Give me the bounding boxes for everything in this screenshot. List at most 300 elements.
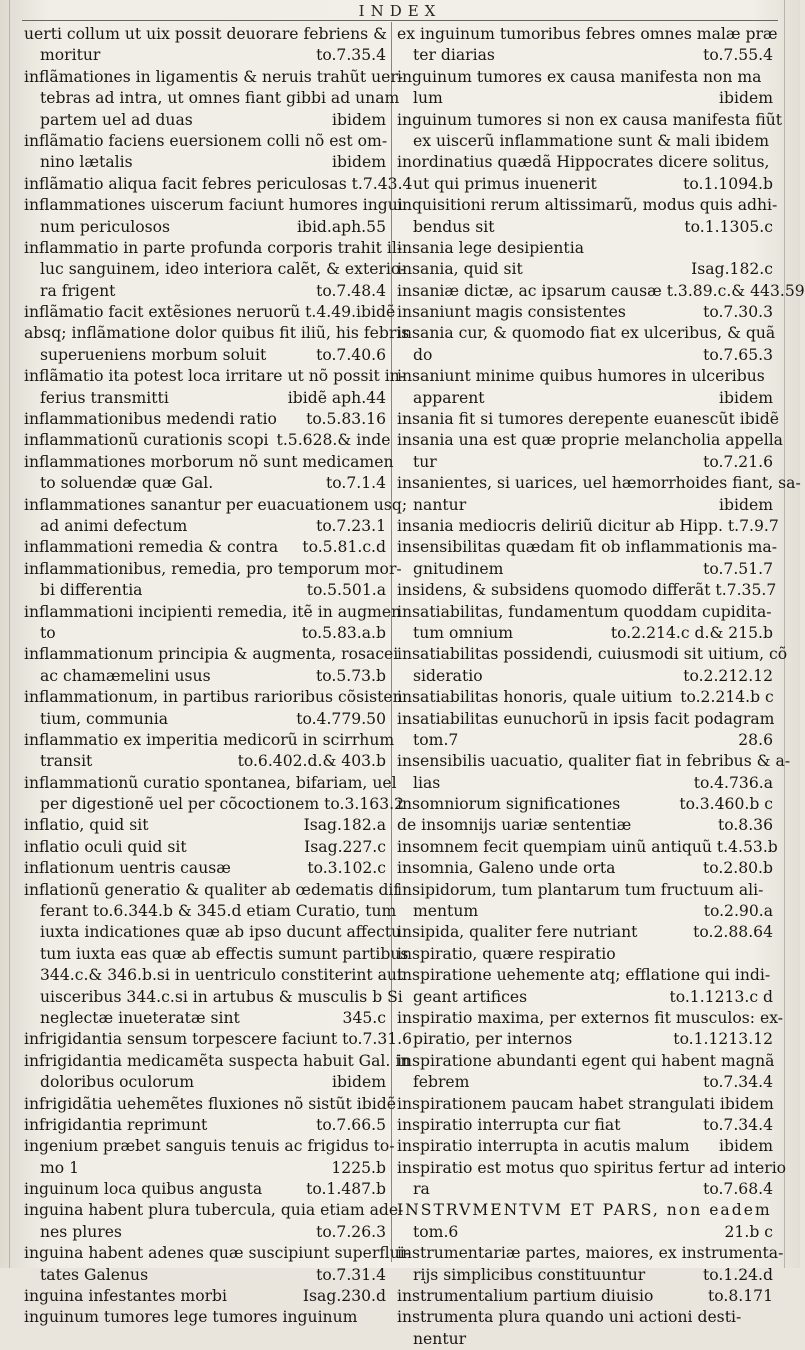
index-entry-line — [24, 709, 386, 730]
entry-reference: to.2.214.b c — [680, 688, 774, 707]
index-entry-line — [24, 302, 396, 323]
entry-text: inspiratio interrupta cur fiat — [397, 1115, 621, 1134]
index-entry-line — [397, 88, 773, 109]
entry-text: insomniorum significationes — [397, 795, 621, 814]
index-entry-line — [24, 195, 403, 216]
entry-text: tium, communia — [40, 709, 169, 728]
index-entry-line — [397, 1222, 773, 1243]
index-entry-line — [24, 1136, 395, 1157]
entry-text: inguina habent adenes quæ suscipiunt superflui- — [24, 1244, 410, 1263]
entry-reference: ibidem — [719, 495, 773, 514]
index-entry-line — [24, 1179, 386, 1200]
entry-text: inguinum loca quibus angusta — [24, 1180, 263, 1199]
entry-text: inguinum tumores ex causa manifesta non ma — [397, 67, 762, 86]
entry-text: tebras ad intra, ut omnes fiant gibbi ad unam — [40, 89, 400, 108]
entry-text: insomnem fecit quempiam uinũ antiquũ t.4.53.b — [397, 837, 778, 856]
entry-text: infrigidantia medicamẽta suspecta habuit Gal. in — [24, 1051, 411, 1070]
entry-reference: 1225.b — [331, 1158, 386, 1177]
entry-reference: to.1.1094.b — [683, 174, 773, 193]
index-entry-line — [24, 644, 399, 665]
entry-reference: to.4.736.a — [693, 773, 773, 792]
index-entry-line — [397, 495, 773, 516]
index-entry-line — [397, 1094, 773, 1115]
index-entry-line — [397, 409, 779, 430]
entry-text: gnitudinem — [413, 559, 504, 578]
entry-reference: ibidem — [332, 110, 386, 129]
index-entry-line — [397, 580, 777, 601]
entry-text: neglectæ inueteratæ sint — [40, 1008, 240, 1027]
entry-reference: ibidem — [719, 89, 773, 108]
entry-text: to soluendæ quæ Gal. — [40, 474, 214, 493]
entry-reference: 345.c — [342, 1008, 386, 1027]
index-entry-line — [24, 516, 386, 537]
index-entry-line — [24, 473, 386, 494]
index-entry-line — [397, 965, 773, 986]
entry-text: luc sanguinem, ideo interiora calẽt, & exterio- — [40, 260, 406, 279]
entry-text: inspiratio est motus quo spiritus fertur ad interio — [397, 1158, 787, 1177]
entry-reference: to.7.30.3 — [703, 303, 773, 322]
entry-text: apparent — [413, 388, 485, 407]
index-entry-line — [397, 217, 773, 238]
entry-text: inspiratio, quære respiratio — [397, 944, 616, 963]
entry-text: transit — [40, 752, 93, 771]
entry-reference: to.1.487.b — [306, 1180, 386, 1199]
entry-text: insania cur, & quomodo fiat ex ulceribus, & quã — [397, 324, 776, 343]
index-entry-line — [24, 537, 386, 558]
index-entry-line — [397, 1115, 773, 1136]
entry-reference: to.7.1.4 — [325, 474, 386, 493]
entry-text: inspiratione abundanti egent qui habent magnã — [397, 1051, 775, 1070]
index-entry-line — [397, 559, 773, 580]
entry-text: inflãmationes in ligamentis & neruis trahũt uer- — [24, 67, 404, 86]
index-entry-line — [397, 1008, 784, 1029]
entry-text: inflãmatio faciens euersionem colli nõ est om- — [24, 131, 388, 150]
index-entry-line — [24, 67, 404, 88]
entry-text: tur — [413, 452, 437, 471]
entry-text: insatiabilitas possidendi, cuiusmodi sit uitium, cõ — [397, 645, 788, 664]
entry-text: inflãmatio aliqua facit febres periculosas t.7.43.4 — [24, 174, 413, 193]
entry-text: inflammationũ curatio spontanea, bifariam, uel — [24, 773, 397, 792]
entry-text: tates Galenus — [40, 1265, 149, 1284]
entry-reference: Isag.230.d — [302, 1287, 386, 1306]
entry-text: iuxta indicationes quæ ab ipso ducunt affectu — [40, 923, 402, 942]
index-entry-line — [24, 602, 402, 623]
index-entry-line — [24, 837, 386, 858]
entry-reference: to.2.90.a — [703, 902, 773, 921]
index-entry-line — [24, 110, 386, 131]
entry-reference: 21.b c — [724, 1222, 773, 1241]
entry-text: de insomnijs uariæ sententiæ — [397, 816, 632, 835]
entry-reference: ibidẽ aph.44 — [287, 388, 386, 407]
index-entry-line — [24, 580, 386, 601]
index-entry-line — [24, 259, 406, 280]
entry-reference: to.5.73.b — [316, 666, 386, 685]
index-entry-line — [24, 1008, 386, 1029]
index-entry-line — [397, 1179, 773, 1200]
index-entry-line — [24, 409, 386, 430]
index-entry-line — [397, 473, 801, 494]
entry-text: inspiratio maxima, per externos fit musculos: ex- — [397, 1008, 784, 1027]
entry-text: tom.6 — [413, 1222, 459, 1241]
entry-text: inflationum uentris causæ — [24, 859, 231, 878]
entry-text: inflammationes morborum nõ sunt medicamen — [24, 452, 394, 471]
entry-text: per digestionẽ uel per cõcoctionem to.3.163.2 — [40, 795, 405, 814]
entry-text: insidens, & subsidens quomodo differãt t.7.35.7 — [397, 581, 777, 600]
entry-text: ra frigent — [40, 281, 116, 300]
index-entry-line — [24, 1029, 413, 1050]
entry-text: ferant to.6.344.b & 345.d etiam Curatio, tum — [40, 902, 397, 921]
index-entry-line — [397, 152, 773, 173]
index-entry-line — [397, 1072, 773, 1093]
entry-text: instrumenta plura quando uni actioni desti- — [397, 1308, 742, 1327]
index-entry-line — [397, 388, 773, 409]
entry-reference: to.7.21.6 — [703, 452, 773, 471]
entry-text: superueniens morbum soluit — [40, 345, 267, 364]
index-entry-line — [397, 174, 773, 195]
entry-text: inguina habent plura tubercula, quia etiam ade- — [24, 1201, 404, 1220]
index-entry-line — [397, 880, 773, 901]
entry-text: bi differentia — [40, 581, 143, 600]
index-column-right — [397, 24, 805, 1348]
entry-text: inflammationũ curationis scopi — [24, 431, 269, 450]
entry-text: insania mediocris deliriũ dicitur ab Hipp. t.7.9.7 — [397, 516, 779, 535]
entry-reference: to.7.68.4 — [703, 1180, 773, 1199]
index-entry-line — [24, 88, 400, 109]
entry-text: inguina infestantes morbi — [24, 1287, 228, 1306]
index-entry-line — [397, 623, 773, 644]
entry-text: bendus sit — [413, 217, 495, 236]
entry-reference: to.2.88.64 — [693, 923, 773, 942]
index-entry-line — [24, 922, 402, 943]
index-entry-line — [24, 901, 397, 922]
entry-text: inguinum tumores lege tumores inguinum — [24, 1308, 358, 1327]
entry-text: tum iuxta eas quæ ab effectis sumunt partibus — [40, 944, 409, 963]
index-entry-line — [24, 174, 413, 195]
entry-reference: to.2.214.c d.& 215.b — [610, 623, 773, 642]
entry-text: INSTRVMENTVM ET PARS, non eadem — [397, 1201, 772, 1220]
index-entry-line — [24, 388, 386, 409]
index-entry-line — [397, 901, 773, 922]
entry-text: nantur — [413, 495, 467, 514]
index-entry-line — [397, 687, 773, 708]
entry-text: ingenium præbet sanguis tenuis ac frigidus to- — [24, 1137, 395, 1156]
entry-reference: to.5.501.a — [306, 581, 386, 600]
entry-text: inflammationi incipienti remedia, itẽ in augmen — [24, 602, 402, 621]
index-entry-line — [24, 815, 386, 836]
index-entry-line — [24, 623, 386, 644]
index-entry-line — [397, 345, 773, 366]
entry-text: ac chamæmelini usus — [40, 666, 211, 685]
index-entry-line — [24, 1200, 404, 1221]
index-entry-line — [397, 195, 778, 216]
index-entry-line — [397, 751, 791, 772]
entry-text: insatiabilitas honoris, quale uitium — [397, 688, 673, 707]
entry-text: inflatio oculi quid sit — [24, 837, 187, 856]
entry-text: infrigidantia sensum torpescere faciunt to.7.31.6 — [24, 1030, 413, 1049]
entry-reference: to.7.34.4 — [703, 1073, 773, 1092]
entry-text: infrigidãtia uehemẽtes fluxiones nõ sistũt ibidẽ — [24, 1094, 396, 1113]
index-entry-line — [397, 987, 773, 1008]
entry-reference: to.7.65.3 — [703, 345, 773, 364]
entry-reference: to.3.102.c — [307, 859, 386, 878]
index-entry-line — [397, 1329, 773, 1350]
entry-text: do — [413, 345, 433, 364]
entry-reference: to.2.80.b — [703, 859, 773, 878]
entry-text: insaniunt minime quibus humores in ulceribus — [397, 367, 765, 386]
entry-text: instrumentariæ partes, maiores, ex instrumenta- — [397, 1244, 784, 1263]
entry-reference: to.5.83.16 — [306, 410, 386, 429]
entry-reference: to.7.34.4 — [703, 1115, 773, 1134]
entry-reference: Isag.182.c — [691, 260, 773, 279]
entry-reference: to.4.779.50 — [296, 709, 386, 728]
entry-text: febrem — [413, 1073, 470, 1092]
entry-reference: ibidem — [332, 1073, 386, 1092]
entry-text: inflammatio in parte profunda corporis trahit il- — [24, 238, 403, 257]
entry-text: insaniunt magis consistentes — [397, 303, 626, 322]
index-entry-line — [397, 1286, 773, 1307]
index-entry-line — [24, 1222, 386, 1243]
entry-text: insensibilis uacuatio, qualiter fiat in febribus & a- — [397, 752, 791, 771]
entry-reference: to.2.212.12 — [683, 666, 773, 685]
entry-text: inflammationes uiscerum faciunt humores ingui — [24, 196, 403, 215]
entry-text: insomnia, Galeno unde orta — [397, 859, 616, 878]
entry-text: inflammationum principia & augmenta, rosacei — [24, 645, 399, 664]
index-entry-line — [24, 880, 400, 901]
entry-text: inflatio, quid sit — [24, 816, 149, 835]
entry-text: inspirationem paucam habet strangulati ibidem — [397, 1094, 774, 1113]
index-entry-line — [397, 323, 776, 344]
entry-reference: to.7.35.4 — [316, 46, 386, 65]
index-entry-line — [24, 965, 404, 986]
index-entry-line — [24, 495, 408, 516]
entry-text: geant artifices — [413, 987, 528, 1006]
header-rule — [22, 20, 778, 21]
entry-text: tom.7 — [413, 730, 459, 749]
entry-text: doloribus oculorum — [40, 1073, 194, 1092]
entry-text: to — [40, 623, 56, 642]
index-entry-line — [397, 666, 773, 687]
index-entry-line — [397, 773, 773, 794]
entry-reference: t.5.628.& inde — [276, 431, 391, 450]
entry-text: 344.c.& 346.b.si in uentriculo constiterint aut — [40, 966, 404, 985]
index-entry-line — [24, 1307, 386, 1328]
index-entry-line — [24, 430, 391, 451]
page-edge-left — [9, 0, 10, 1268]
entry-reference: to.3.460.b c — [679, 795, 773, 814]
index-entry-line — [24, 238, 403, 259]
entry-text: ra — [413, 1180, 430, 1199]
entry-text: insanientes, si uarices, uel hæmorrhoides fiant, sa- — [397, 474, 801, 493]
entry-text: uerti collum ut uix possit deuorare febriens & — [24, 25, 388, 43]
entry-text: instrumentalium partium diuisio — [397, 1287, 654, 1306]
index-entry-line — [397, 837, 778, 858]
index-entry-line — [397, 1307, 773, 1328]
entry-text: inflammatio ex imperitia medicorũ in scirrhum — [24, 730, 395, 749]
entry-reference: to.8.36 — [717, 816, 773, 835]
entry-text: insatiabilitas eunuchorũ in ipsis facit podagram — [397, 709, 775, 728]
index-entry-line — [24, 1051, 411, 1072]
entry-reference: to.7.55.4 — [703, 46, 773, 65]
entry-text: nino lætalis — [40, 153, 133, 172]
entry-text: num periculosos — [40, 217, 171, 236]
entry-reference: to.1.1305.c — [684, 217, 773, 236]
entry-text: lias — [413, 773, 441, 792]
entry-reference: to.7.66.5 — [316, 1115, 386, 1134]
index-entry-line — [397, 1136, 773, 1157]
index-entry-line — [24, 131, 386, 152]
entry-text: infrigidantia reprimunt — [24, 1115, 208, 1134]
index-entry-line — [24, 1158, 386, 1179]
entry-text: insania lege desipientia — [397, 238, 584, 257]
index-entry-line — [24, 45, 386, 66]
index-entry-line — [24, 452, 394, 473]
entry-text: insania fit si tumores derepente euanescũt ibidẽ — [397, 410, 779, 429]
index-entry-line — [24, 1072, 386, 1093]
index-entry-line — [397, 430, 783, 451]
entry-text: inflãmatio facit extẽsiones neruorũ t.4.49.ibidẽ — [24, 303, 396, 322]
entry-text: insipidorum, tum plantarum tum fructuum ali- — [397, 880, 764, 899]
entry-reference: 28.6 — [738, 730, 773, 749]
entry-reference: Isag.182.a — [303, 816, 386, 835]
index-entry-line — [24, 1094, 396, 1115]
entry-text: insipida, qualiter fere nutriant — [397, 923, 638, 942]
index-entry-line — [24, 366, 405, 387]
index-entry-line — [397, 602, 773, 623]
entry-text: ex uiscerũ inflammatione sunt & mali ibidem — [413, 131, 770, 150]
index-entry-line — [397, 1243, 784, 1264]
index-entry-line — [24, 751, 386, 772]
entry-reference: ibidem — [332, 153, 386, 172]
entry-text: insatiabilitas, fundamentum quoddam cupidita- — [397, 602, 772, 621]
entry-text: insaniæ dictæ, ac ipsarum causæ t.3.89.c.& 443.59 — [397, 281, 805, 300]
entry-reference: to.8.171 — [708, 1287, 773, 1306]
index-entry-line — [24, 1286, 386, 1307]
entry-text: partem uel ad duas — [40, 110, 193, 129]
entry-text: insensibilitas quædam fit ob inflammationis ma- — [397, 538, 777, 557]
entry-text: ex inguinum tumoribus febres omnes malæ præ — [397, 25, 778, 43]
entry-reference: ibid.aph.55 — [296, 217, 386, 236]
entry-text: inflationũ generatio & qualiter ab œdematis dif — [24, 880, 400, 899]
entry-text: inflammationum, in partibus rarioribus cõsisten — [24, 688, 403, 707]
entry-text: insania una est quæ proprie melancholia appella — [397, 431, 783, 450]
index-entry-line — [397, 730, 773, 751]
entry-text: moritur — [40, 46, 101, 65]
index-entry-line — [397, 815, 773, 836]
entry-reference: to.7.31.4 — [316, 1265, 386, 1284]
index-entry-line — [397, 794, 773, 815]
index-entry-line — [24, 666, 386, 687]
entry-text: insania, quid sit — [397, 260, 523, 279]
index-entry-line — [397, 131, 773, 152]
index-entry-line — [24, 24, 386, 45]
entry-text: inquisitioni rerum altissimarũ, modus quis adhi- — [397, 196, 778, 215]
index-entry-line — [397, 1158, 787, 1179]
entry-text: nentur — [413, 1329, 467, 1348]
entry-text: inflammationibus medendi ratio — [24, 410, 277, 429]
index-entry-line — [24, 152, 386, 173]
index-entry-line — [397, 858, 773, 879]
index-entry-line — [397, 1051, 773, 1072]
index-entry-line — [24, 687, 403, 708]
index-entry-line — [397, 281, 805, 302]
entry-text: mo 1 — [40, 1158, 80, 1177]
entry-text: inflammationibus, remedia, pro temporum mor- — [24, 559, 402, 578]
entry-reference: to.5.83.a.b — [301, 623, 386, 642]
entry-reference: to.7.40.6 — [316, 345, 386, 364]
index-entry-line — [24, 730, 395, 751]
index-entry-line — [24, 323, 410, 344]
index-entry-line — [24, 559, 402, 580]
entry-reference: ibidem — [719, 388, 773, 407]
index-entry-line — [397, 259, 773, 280]
page-header: INDEX — [358, 2, 442, 20]
index-entry-line — [24, 345, 386, 366]
page-edge-right — [784, 0, 785, 1268]
index-entry-line — [397, 944, 773, 965]
index-entry-line — [24, 773, 397, 794]
index-entry-line — [24, 944, 409, 965]
entry-text: inguinum tumores si non ex causa manifesta fiũt — [397, 110, 783, 129]
index-entry-line — [397, 238, 773, 259]
index-entry-line — [397, 110, 783, 131]
index-column-left — [24, 24, 413, 1327]
entry-reference: to.7.48.4 — [316, 281, 386, 300]
entry-text: nes plures — [40, 1222, 122, 1241]
entry-text: sideratio — [413, 666, 483, 685]
entry-text: inflãmatio ita potest loca irritare ut nõ possit in- — [24, 367, 405, 386]
entry-text: ferius transmitti — [40, 388, 169, 407]
entry-reference: Isag.227.c — [304, 837, 386, 856]
entry-text: mentum — [413, 902, 479, 921]
index-entry-line — [397, 366, 773, 387]
entry-text: ad animi defectum — [40, 516, 188, 535]
index-entry-line — [397, 1029, 773, 1050]
entry-reference: to.1.24.d — [703, 1265, 773, 1284]
entry-text: piratio, per internos — [413, 1030, 573, 1049]
index-entry-line — [397, 1200, 773, 1221]
index-entry-line — [397, 45, 773, 66]
entry-text: tum omnium — [413, 623, 514, 642]
entry-text: inflammationes sanantur per euacuationem usq; — [24, 495, 408, 514]
entry-text: inspiratione uehemente atq; efflatione qui indi- — [397, 966, 771, 985]
index-entry-line — [24, 217, 386, 238]
entry-reference: to.1.1213.c d — [669, 987, 773, 1006]
entry-reference: to.7.23.1 — [316, 516, 386, 535]
entry-reference: to.6.402.d.& 403.b — [237, 752, 386, 771]
index-entry-line — [397, 1265, 773, 1286]
entry-text: inordinatius quædã Hippocrates dicere solitus, — [397, 153, 770, 172]
index-entry-line — [397, 516, 779, 537]
index-entry-line — [24, 858, 386, 879]
entry-reference: to.7.26.3 — [316, 1222, 386, 1241]
index-entry-line — [24, 1265, 386, 1286]
entry-text: inspiratio interrupta in acutis malum — [397, 1137, 690, 1156]
index-entry-line — [397, 67, 773, 88]
index-entry-line — [24, 794, 405, 815]
entry-text: ut qui primus inuenerit — [413, 174, 597, 193]
index-entry-line — [24, 281, 386, 302]
entry-reference: ibidem — [719, 1137, 773, 1156]
entry-text: inflammationi remedia & contra — [24, 538, 279, 557]
index-entry-line — [397, 537, 777, 558]
index-entry-line — [397, 709, 773, 730]
index-entry-line — [24, 1115, 386, 1136]
entry-reference: to.7.51.7 — [703, 559, 773, 578]
entry-text: uisceribus 344.c.si in artubus & musculis b Si — [40, 987, 403, 1006]
entry-reference: to.1.1213.12 — [673, 1030, 773, 1049]
index-entry-line — [397, 644, 788, 665]
entry-text: ter diarias — [413, 46, 495, 65]
